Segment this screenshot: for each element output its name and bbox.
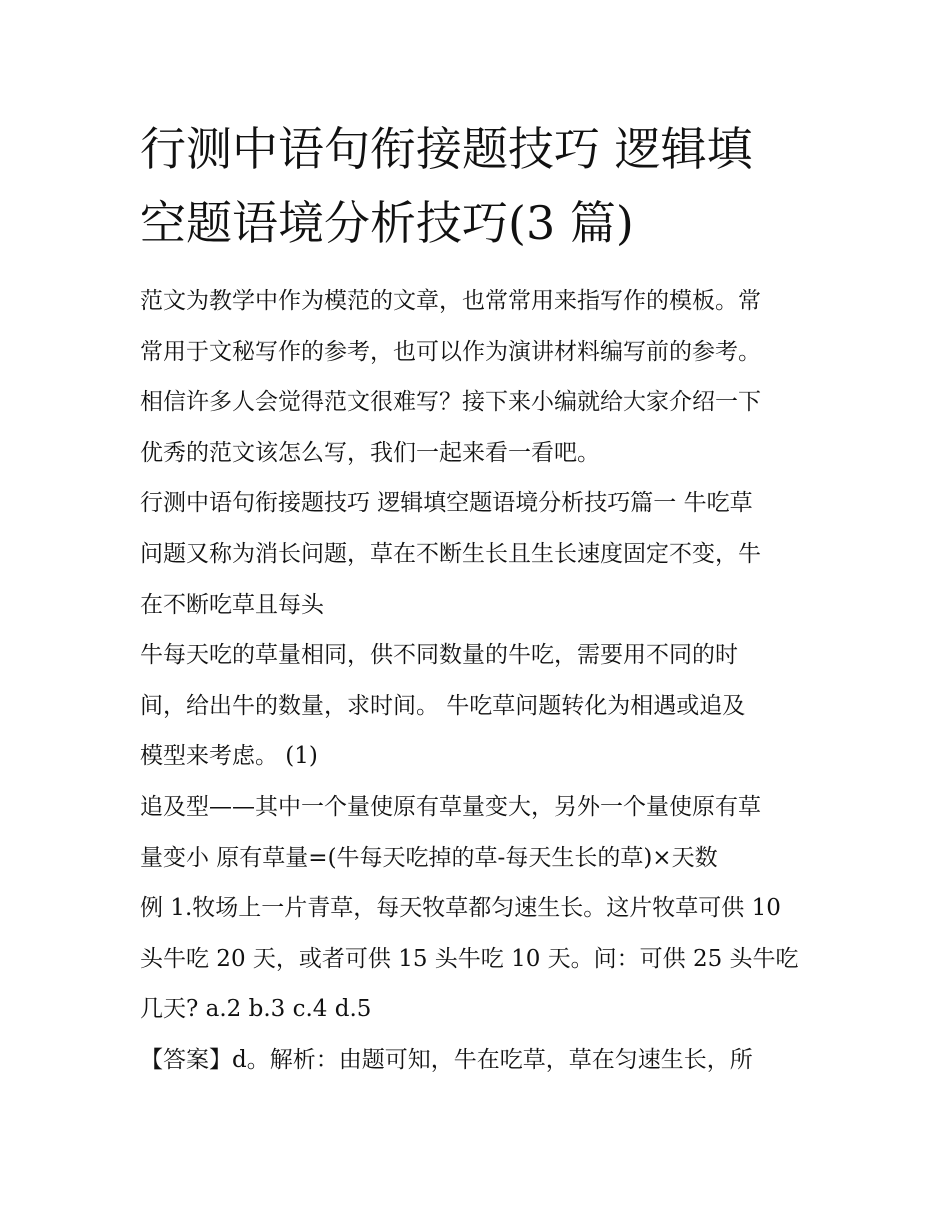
- body-line: 模型来考虑。 (1): [140, 743, 318, 770]
- title-line-2: 空题语境分析技巧(3 篇): [140, 196, 634, 250]
- body-line: 头牛吃 20 天，或者可供 15 头牛吃 10 天。问：可供 25 头牛吃: [140, 945, 799, 972]
- body-line: 例 1.牧场上一片青草，每天牧草都匀速生长。这片牧草可供 10: [140, 895, 781, 922]
- body-line: 几天? a.2 b.3 c.4 d.5: [140, 996, 372, 1023]
- body-line: 问题又称为消长问题，草在不断生长且生长速度固定不变，牛: [140, 540, 761, 567]
- body-line: 间，给出牛的数量，求时间。 牛吃草问题转化为相遇或追及: [140, 692, 746, 719]
- document-title: [140, 112, 820, 260]
- body-line: 牛每天吃的草量相同，供不同数量的牛吃，需要用不同的时: [140, 642, 738, 669]
- body-line: 在不断吃草且每头: [140, 591, 324, 618]
- body-line: 行测中语句衔接题技巧 逻辑填空题语境分析技巧篇一 牛吃草: [140, 490, 753, 517]
- body-line: 范文为教学中作为模范的文章，也常常用来指写作的模板。常: [140, 288, 761, 314]
- body-line: 相信许多人会觉得范文很难写？接下来小编就给大家介绍一下: [140, 389, 761, 416]
- document-body: [140, 276, 820, 1086]
- body-line: 量变小 原有草量=(牛每天吃掉的草-每天生长的草)×天数: [140, 844, 718, 871]
- body-line: 追及型——其中一个量使原有草量变大，另外一个量使原有草: [140, 793, 761, 820]
- body-line: 【答案】d。解析：由题可知，牛在吃草，草在匀速生长，所: [140, 1046, 753, 1073]
- body-line: 常用于文秘写作的参考，也可以作为演讲材料编写前的参考。: [140, 338, 761, 365]
- body-line: 优秀的范文该怎么写，我们一起来看一看吧。: [140, 439, 600, 466]
- title-line-1: 行测中语句衔接题技巧 逻辑填: [140, 122, 753, 176]
